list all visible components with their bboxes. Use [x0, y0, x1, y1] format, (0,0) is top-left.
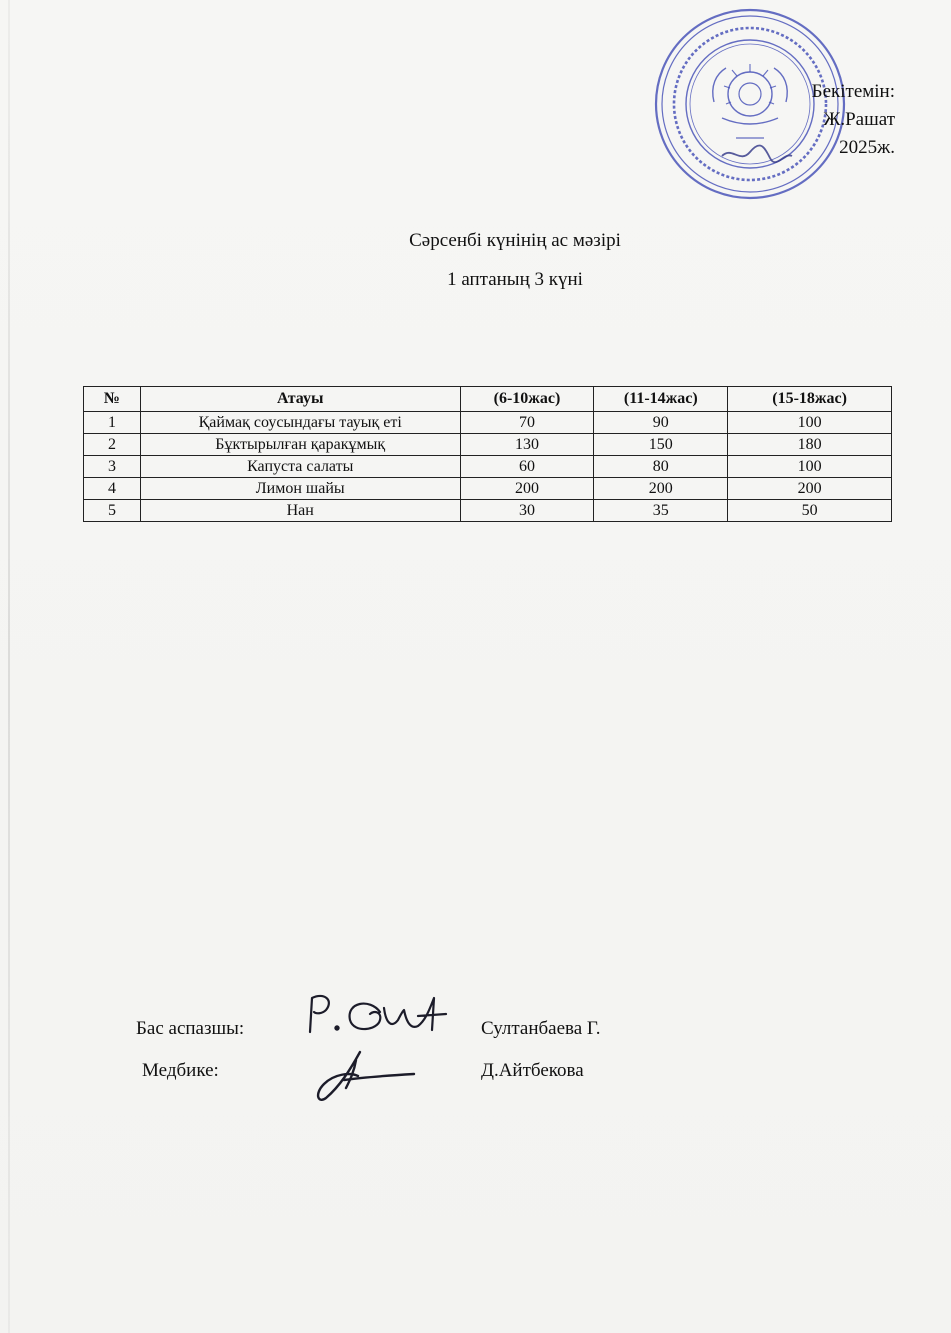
dish-name: Капуста салаты: [140, 456, 460, 478]
table-row: [84, 434, 892, 456]
header-number: №: [84, 387, 141, 412]
table-header-row: [84, 387, 892, 412]
portion-11-14: 150: [594, 434, 728, 456]
chef-role-label: Бас аспазшы:: [136, 1018, 245, 1039]
row-number: 4: [84, 478, 141, 500]
approval-block: [812, 78, 895, 162]
portion-6-10: 60: [460, 456, 594, 478]
header-age-15-18: (15-18жас): [728, 387, 892, 412]
portion-15-18: 100: [728, 456, 892, 478]
approval-label: Бекітемін:: [811, 81, 895, 102]
portion-11-14: 35: [594, 500, 728, 522]
row-number: 5: [84, 500, 141, 522]
portion-6-10: 70: [460, 412, 594, 434]
header-age-11-14: (11-14жас): [594, 387, 728, 412]
dish-name: Қаймақ соусындағы тауық еті: [140, 412, 460, 434]
page-title: Сәрсенбі күнінің ас мәзірі: [409, 230, 621, 251]
row-number: 2: [84, 434, 141, 456]
table-row: [84, 456, 892, 478]
portion-11-14: 200: [594, 478, 728, 500]
portion-15-18: 200: [728, 478, 892, 500]
portion-15-18: 180: [728, 434, 892, 456]
portion-15-18: 100: [728, 412, 892, 434]
approver-name: Ж.Рашат: [823, 109, 895, 130]
table-row: [84, 478, 892, 500]
row-number: 1: [84, 412, 141, 434]
menu-table: [83, 386, 892, 522]
nurse-role-label: Медбике:: [142, 1060, 219, 1081]
table-row: [84, 412, 892, 434]
portion-6-10: 30: [460, 500, 594, 522]
portion-11-14: 90: [594, 412, 728, 434]
page-edge-shadow: [8, 0, 10, 1333]
portion-15-18: 50: [728, 500, 892, 522]
table-row: [84, 500, 892, 522]
portion-6-10: 130: [460, 434, 594, 456]
header-age-6-10: (6-10жас): [460, 387, 594, 412]
nurse-name: Д.Айтбекова: [481, 1060, 584, 1081]
chef-signature-icon: [300, 990, 450, 1046]
dish-name: Бұктырылған қаракұмық: [140, 434, 460, 456]
portion-11-14: 80: [594, 456, 728, 478]
chef-name: Султанбаева Г.: [481, 1018, 601, 1039]
header-name: Атауы: [140, 387, 460, 412]
portion-6-10: 200: [460, 478, 594, 500]
approval-date: 2025ж.: [839, 137, 895, 158]
dish-name: Нан: [140, 500, 460, 522]
row-number: 3: [84, 456, 141, 478]
dish-name: Лимон шайы: [140, 478, 460, 500]
nurse-signature-icon: [310, 1046, 420, 1104]
page-subtitle: 1 аптаның 3 күні: [447, 269, 583, 290]
